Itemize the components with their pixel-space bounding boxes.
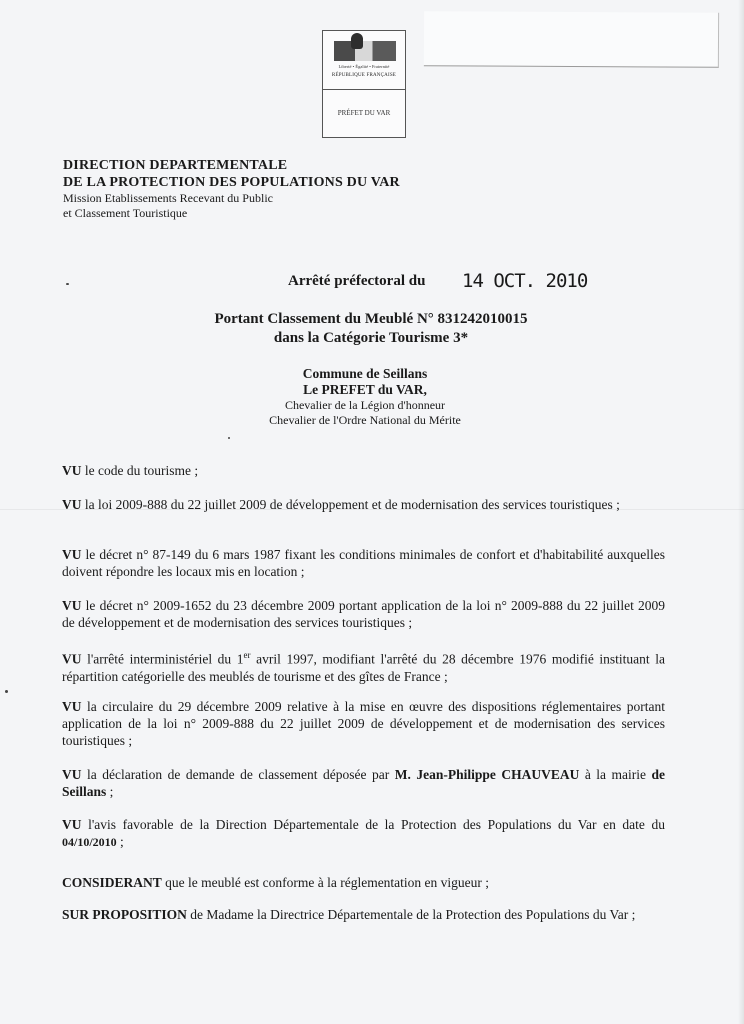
classification-line-2: dans la Catégorie Tourisme 3* xyxy=(273,330,469,346)
paragraph-lead: VU xyxy=(62,547,82,562)
superscript-er: er xyxy=(243,650,251,660)
paragraph-sur-proposition xyxy=(62,906,665,923)
arrete-date-stamp: 14 OCT. 2010 xyxy=(462,270,588,292)
paragraph-text: le décret n° 87-149 du 6 mars 1987 fixant les conditions minimales de confort et d'habitabilité auxquelles doivent répondre les locaux mis en location ; xyxy=(62,547,665,579)
paragraph-vu-code-tourisme xyxy=(62,462,665,479)
paragraph-lead: VU xyxy=(62,598,82,613)
avis-date: 04/10/2010 xyxy=(62,835,117,849)
paragraph-lead: VU xyxy=(62,767,82,782)
paragraph-vu-decret-87-149 xyxy=(62,546,665,580)
paragraph-considerant xyxy=(62,874,665,891)
scan-speck xyxy=(228,437,230,439)
commune-name: Commune de Seillans xyxy=(302,366,428,381)
paragraph-text: le code du tourisme ; xyxy=(81,463,199,478)
paragraph-vu-decret-2009-1652 xyxy=(62,597,665,631)
scan-speck xyxy=(66,283,69,285)
paragraph-vu-avis xyxy=(62,816,665,851)
paragraph-text-pre: l'avis favorable de la Direction Départementale de la Protection des Populations du Var en date du xyxy=(81,817,665,832)
paragraph-text: la loi 2009-888 du 22 juillet 2009 de développement et de modernisation des services touristiques ; xyxy=(81,497,620,512)
paragraph-lead: SUR PROPOSITION xyxy=(62,907,187,922)
paragraph-text-pre: la déclaration de demande de classement déposée par xyxy=(81,767,395,782)
paragraph-vu-loi-2009-888 xyxy=(62,496,665,513)
paragraph-text-pre: l'arrêté interministériel du 1 xyxy=(81,651,244,667)
paragraph-text-end: ; xyxy=(116,834,124,849)
paragraph-vu-arrete-1997 xyxy=(62,647,665,685)
paper-fold-line xyxy=(0,509,744,510)
paragraph-vu-circulaire xyxy=(62,698,665,749)
republique-francaise-logo xyxy=(323,31,405,90)
logo-motto: Liberté • Égalité • Fraternité xyxy=(338,64,390,69)
header-line-1: DIRECTION DEPARTEMENTALE xyxy=(63,158,288,173)
paragraph-text: de Madame la Directrice Départementale de la Protection des Populations du Var ; xyxy=(186,907,636,922)
taped-paper-strip xyxy=(424,11,719,68)
prefet-title: Le PREFET du VAR, xyxy=(303,382,427,397)
paragraph-lead: CONSIDERANT xyxy=(62,875,162,890)
classification-line-1: Portant Classement du Meublé N° 831242010015 xyxy=(214,311,528,327)
paragraph-lead: VU xyxy=(62,463,82,478)
paragraph-text: la circulaire du 29 décembre 2009 relative à la mise en œuvre des dispositions réglementaires portant application de la loi n° 2009-888 du 22 juillet 2009 de développement et de modernisation des services touristiques ; xyxy=(62,699,665,748)
paragraph-text: le décret n° 2009-1652 du 23 décembre 2009 portant application de la loi n° 2009-888 du 22 juillet 2009 de développement et de modernisation des services touristiques ; xyxy=(62,598,665,630)
paragraph-lead: VU xyxy=(62,651,82,667)
paragraph-text: que le meublé est conforme à la réglementation en vigueur ; xyxy=(161,875,490,890)
mairie-place: de Seillans xyxy=(62,767,665,799)
commune-block xyxy=(200,366,530,428)
header-line-3: Mission Etablissements Recevant du Public xyxy=(63,191,273,205)
paragraph-text: avril 1997, modifiant l'arrêté du 28 décembre 1976 modifié instituant la répartition catégorielle des meublés de tourisme et des gîtes de France ; xyxy=(62,651,665,684)
scan-speck xyxy=(5,690,8,693)
header-line-4: et Classement Touristique xyxy=(63,206,188,220)
honor-2: Chevalier de l'Ordre National du Mérite xyxy=(269,413,461,427)
honor-1: Chevalier de la Légion d'honneur xyxy=(284,398,446,412)
header-line-2: DE LA PROTECTION DES POPULATIONS DU VAR xyxy=(63,175,400,190)
tricolor-flag-icon xyxy=(334,41,396,61)
arrete-title: Arrêté préfectoral du xyxy=(288,273,426,289)
paragraph-vu-declaration xyxy=(62,766,665,800)
page-edge-shadow xyxy=(738,0,744,1024)
paragraph-text-end: ; xyxy=(106,784,114,799)
paragraph-lead: VU xyxy=(62,497,82,512)
paragraph-text-mid: à la mairie xyxy=(579,767,652,782)
marianne-icon xyxy=(351,33,363,49)
issuing-office-header xyxy=(63,157,483,221)
applicant-name: M. Jean-Philippe CHAUVEAU xyxy=(394,767,580,782)
logo-republique: RÉPUBLIQUE FRANÇAISE xyxy=(331,73,397,78)
logo-prefet-label: PRÉFET DU VAR xyxy=(337,109,391,117)
classification-title xyxy=(150,310,592,348)
prefecture-logo-box xyxy=(322,30,406,138)
paragraph-lead: VU xyxy=(62,699,82,714)
paragraph-lead: VU xyxy=(62,817,82,832)
